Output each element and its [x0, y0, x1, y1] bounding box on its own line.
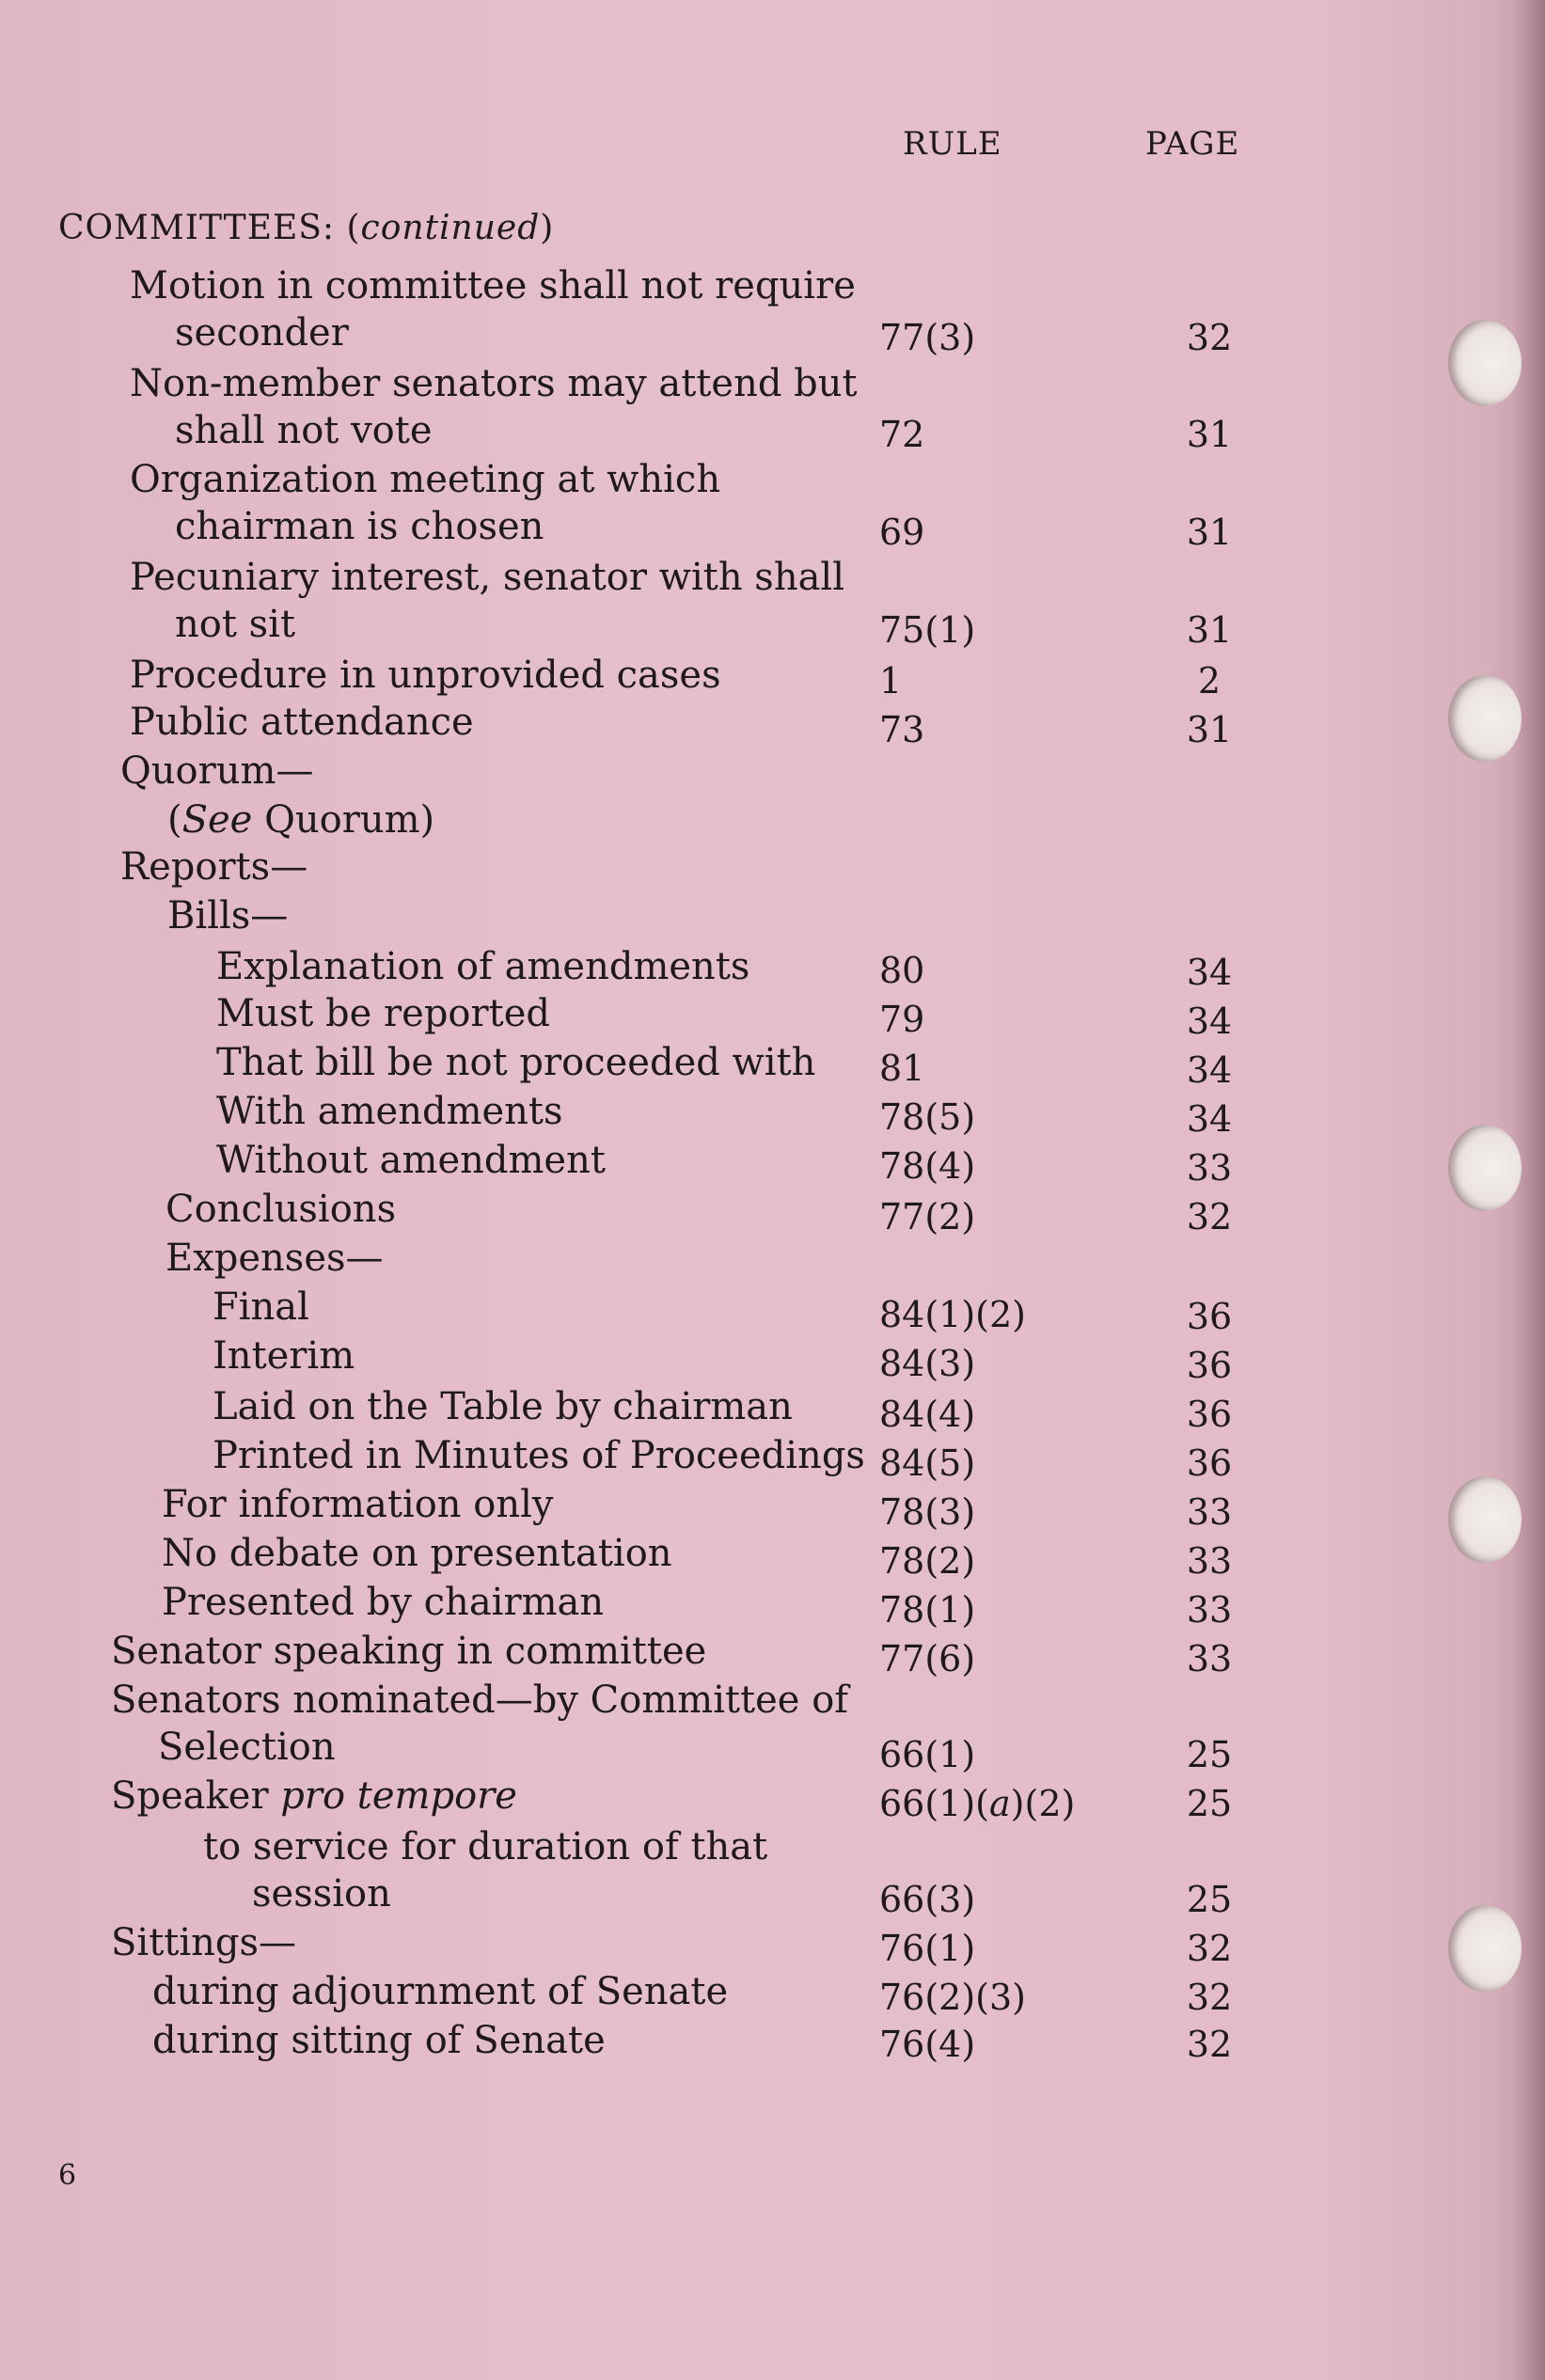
entry-rule: 76(2)(3): [879, 1977, 1027, 2018]
speaker-pro-tempore: Speaker pro tempore: [111, 1774, 517, 1818]
entry-page: 33: [1186, 1147, 1233, 1189]
entry-text: Conclusions: [166, 1188, 397, 1231]
entry-text: during adjournment of Senate: [152, 1970, 729, 2013]
page-column-header: PAGE: [1145, 125, 1240, 163]
entry-text: Public attendance: [130, 701, 474, 744]
entry-text: Expenses—: [166, 1237, 384, 1280]
entry-rule: 84(4): [879, 1394, 976, 1435]
cross-reference: See Quorum: [181, 798, 420, 842]
entry-rule: 75(1): [879, 609, 976, 651]
entry-rule: 78(1): [879, 1589, 976, 1631]
entry-text: Senator speaking in committee: [111, 1630, 707, 1673]
entry-page: 31: [1186, 512, 1233, 553]
entry-page: 32: [1186, 1977, 1233, 2018]
entry-text: seconder: [175, 311, 349, 355]
entry-text: Senators nominated—by Committee of: [111, 1679, 849, 1722]
entry-text: [111, 1773, 517, 1819]
entry-text: session: [252, 1872, 391, 1915]
entry-page: 32: [1186, 2024, 1233, 2065]
entry-rule: 77(2): [879, 1196, 976, 1237]
entry-text: Selection: [158, 1726, 336, 1769]
entry-text: That bill be not proceeded with: [216, 1041, 816, 1084]
entry-text: Presented by chairman: [162, 1581, 605, 1624]
section-heading: COMMITTEES: (continued): [58, 209, 555, 247]
entry-text: chairman is chosen: [175, 505, 544, 548]
entry-page: 33: [1186, 1638, 1233, 1679]
entry-text: Sittings—: [111, 1921, 297, 1964]
entry-text: not sit: [175, 603, 296, 646]
entry-rule: 66(1)(a)(2): [879, 1783, 1076, 1824]
section-heading-text: COMMITTEES:: [58, 209, 347, 247]
entry-rule: 73: [879, 709, 925, 750]
entry-rule: 79: [879, 999, 925, 1040]
entry-page: 34: [1186, 952, 1233, 993]
entry-page: 25: [1186, 1734, 1233, 1775]
entry-text: Non-member senators may attend but: [130, 362, 858, 405]
entry-text: to service for duration of that: [203, 1825, 768, 1868]
entry-page: 34: [1186, 1001, 1233, 1042]
entry-text: Interim: [213, 1334, 355, 1378]
entry-page: 36: [1186, 1442, 1233, 1484]
entry-rule: 84(5): [879, 1442, 976, 1484]
entry-text: (See Quorum): [167, 798, 435, 842]
entry-text: Organization meeting at which: [130, 458, 721, 501]
entry-text: For information only: [162, 1483, 554, 1526]
entry-text: Reports—: [120, 845, 308, 889]
entry-rule: 76(4): [879, 2024, 976, 2065]
entry-page: 31: [1186, 414, 1233, 455]
entry-text: Quorum—: [120, 749, 314, 793]
entry-rule: 78(4): [879, 1145, 976, 1187]
entry-rule: 84(1)(2): [879, 1294, 1027, 1335]
entry-text: Final: [213, 1285, 309, 1329]
entry-page: 33: [1186, 1491, 1233, 1533]
entry-page: 2: [1197, 660, 1222, 701]
binder-hole: [1448, 1125, 1521, 1211]
entry-page: 25: [1186, 1879, 1233, 1920]
entry-page: 32: [1186, 1928, 1233, 1969]
entry-text: Printed in Minutes of Proceedings: [213, 1434, 865, 1477]
binder-hole: [1448, 1905, 1521, 1992]
entry-page: 31: [1186, 609, 1233, 651]
entry-text: Bills—: [167, 894, 289, 938]
entry-text: Without amendment: [216, 1139, 606, 1182]
binder-hole: [1448, 675, 1521, 762]
entry-page: 25: [1186, 1783, 1233, 1824]
entry-rule: 69: [879, 512, 925, 553]
entry-text: No debate on presentation: [162, 1532, 672, 1575]
entry-page: 32: [1186, 317, 1233, 358]
entry-page: 33: [1186, 1540, 1233, 1582]
entry-rule: 78(3): [879, 1491, 976, 1533]
entry-page: 33: [1186, 1589, 1233, 1631]
entry-rule: 84(3): [879, 1343, 976, 1384]
entry-rule: 78(2): [879, 1540, 976, 1582]
entry-text: shall not vote: [175, 409, 433, 452]
entry-text: Procedure in unprovided cases: [130, 654, 721, 697]
entry-text: Pecuniary interest, senator with shall: [130, 556, 845, 599]
entry-text: With amendments: [216, 1090, 563, 1133]
entry-text: Laid on the Table by chairman: [213, 1385, 793, 1428]
entry-rule: 77(3): [879, 317, 976, 358]
page-number: 6: [58, 2159, 77, 2192]
entry-page: 36: [1186, 1345, 1233, 1386]
entry-page: 31: [1186, 709, 1233, 750]
entry-rule: 80: [879, 950, 925, 991]
entry-rule: 78(5): [879, 1096, 976, 1138]
entry-page: 32: [1186, 1196, 1233, 1237]
entry-text: Motion in committee shall not require: [130, 264, 856, 307]
entry-rule: 1: [879, 660, 903, 701]
rule-column-header: RULE: [903, 125, 1002, 163]
entry-page: 34: [1186, 1098, 1233, 1140]
entry-rule: 66(1): [879, 1734, 976, 1775]
section-heading-emphasis: continued: [360, 209, 541, 247]
binder-hole: [1448, 1476, 1521, 1563]
entry-text: Explanation of amendments: [216, 945, 750, 988]
entry-rule: 77(6): [879, 1638, 976, 1679]
entry-page: 36: [1186, 1296, 1233, 1337]
entry-rule: 76(1): [879, 1928, 976, 1969]
entry-text: during sitting of Senate: [152, 2019, 606, 2062]
entry-page: 36: [1186, 1394, 1233, 1435]
entry-text: Must be reported: [216, 992, 550, 1035]
entry-rule: 66(3): [879, 1879, 976, 1920]
entry-rule: 72: [879, 414, 925, 455]
entry-rule: 81: [879, 1048, 925, 1089]
binder-hole: [1448, 320, 1521, 406]
entry-page: 34: [1186, 1049, 1233, 1091]
